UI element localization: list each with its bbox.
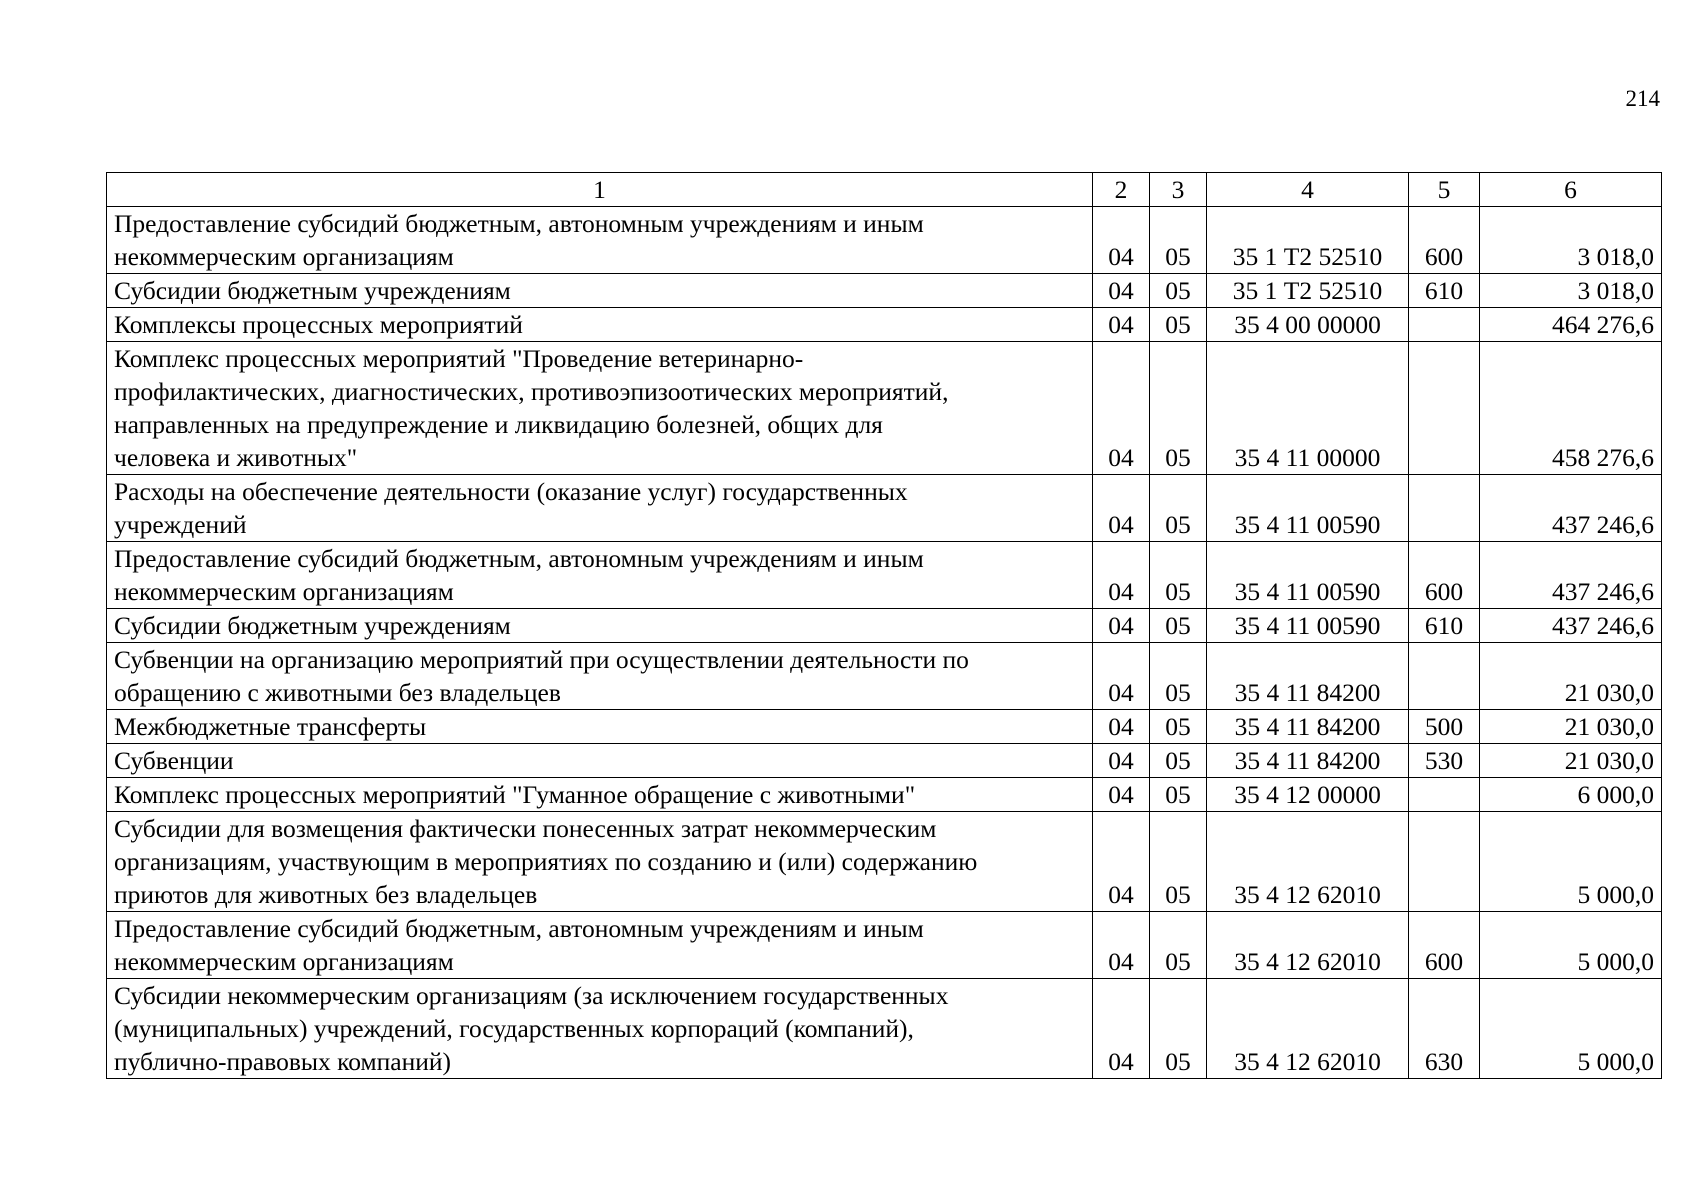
amount: 5 000,0 — [1480, 979, 1662, 1079]
column-header: 3 — [1150, 173, 1207, 207]
target-article-code: 35 4 00 00000 — [1207, 308, 1409, 342]
amount: 6 000,0 — [1480, 778, 1662, 812]
expense-type-code: 610 — [1409, 274, 1480, 308]
table-row — [107, 912, 1662, 979]
row-name: Субвенции — [107, 744, 1093, 778]
table-row — [107, 207, 1662, 274]
expense-type-code: 530 — [1409, 744, 1480, 778]
target-article-code: 35 4 11 00590 — [1207, 475, 1409, 542]
section-code: 04 — [1093, 643, 1150, 710]
target-article-code: 35 4 11 00590 — [1207, 609, 1409, 643]
target-article-code: 35 1 Т2 52510 — [1207, 207, 1409, 274]
target-article-code: 35 4 11 84200 — [1207, 643, 1409, 710]
column-header: 2 — [1093, 173, 1150, 207]
section-code: 04 — [1093, 778, 1150, 812]
expense-type-code — [1409, 342, 1480, 475]
table-row — [107, 778, 1662, 812]
column-header: 5 — [1409, 173, 1480, 207]
target-article-code: 35 4 11 00000 — [1207, 342, 1409, 475]
subsection-code: 05 — [1150, 475, 1207, 542]
row-name: Предоставление субсидий бюджетным, автономным учреждениям и иным некоммерческим организациям — [107, 207, 1093, 274]
row-name: Комплекс процессных мероприятий "Гуманное обращение с животными" — [107, 778, 1093, 812]
row-name: Субсидии некоммерческим организациям (за исключением государственных (муниципальных) учреждений, государственных корпораций (компаний), публично-правовых компаний) — [107, 979, 1093, 1079]
table-row — [107, 744, 1662, 778]
subsection-code: 05 — [1150, 710, 1207, 744]
column-header: 6 — [1480, 173, 1662, 207]
table-row — [107, 812, 1662, 912]
section-code: 04 — [1093, 207, 1150, 274]
target-article-code: 35 4 11 84200 — [1207, 710, 1409, 744]
target-article-code: 35 4 12 62010 — [1207, 912, 1409, 979]
section-code: 04 — [1093, 609, 1150, 643]
target-article-code: 35 4 12 62010 — [1207, 979, 1409, 1079]
amount: 21 030,0 — [1480, 643, 1662, 710]
table-header-row — [107, 173, 1662, 207]
amount: 437 246,6 — [1480, 542, 1662, 609]
row-name: Расходы на обеспечение деятельности (оказание услуг) государственных учреждений — [107, 475, 1093, 542]
table-row — [107, 274, 1662, 308]
subsection-code: 05 — [1150, 912, 1207, 979]
amount: 458 276,6 — [1480, 342, 1662, 475]
subsection-code: 05 — [1150, 609, 1207, 643]
expense-type-code — [1409, 778, 1480, 812]
expense-type-code — [1409, 475, 1480, 542]
table-row — [107, 475, 1662, 542]
section-code: 04 — [1093, 979, 1150, 1079]
amount: 3 018,0 — [1480, 274, 1662, 308]
expense-type-code: 600 — [1409, 912, 1480, 979]
row-name: Комплекс процессных мероприятий "Проведение ветеринарно- профилактических, диагностических, противоэпизоотических мероприятий, направленных на предупреждение и ликвидацию болезней, общих для человека и животных" — [107, 342, 1093, 475]
amount: 21 030,0 — [1480, 744, 1662, 778]
target-article-code: 35 4 12 62010 — [1207, 812, 1409, 912]
subsection-code: 05 — [1150, 778, 1207, 812]
expense-type-code: 600 — [1409, 542, 1480, 609]
target-article-code: 35 4 12 00000 — [1207, 778, 1409, 812]
row-name: Субвенции на организацию мероприятий при осуществлении деятельности по обращению с животными без владельцев — [107, 643, 1093, 710]
section-code: 04 — [1093, 710, 1150, 744]
target-article-code: 35 1 Т2 52510 — [1207, 274, 1409, 308]
amount: 3 018,0 — [1480, 207, 1662, 274]
row-name: Предоставление субсидий бюджетным, автономным учреждениям и иным некоммерческим организациям — [107, 542, 1093, 609]
column-header: 4 — [1207, 173, 1409, 207]
row-name: Субсидии бюджетным учреждениям — [107, 274, 1093, 308]
amount: 21 030,0 — [1480, 710, 1662, 744]
row-name: Межбюджетные трансферты — [107, 710, 1093, 744]
table-row — [107, 609, 1662, 643]
table-row — [107, 710, 1662, 744]
section-code: 04 — [1093, 542, 1150, 609]
row-name: Субсидии бюджетным учреждениям — [107, 609, 1093, 643]
table-row — [107, 542, 1662, 609]
expense-type-code: 610 — [1409, 609, 1480, 643]
expense-type-code: 500 — [1409, 710, 1480, 744]
amount: 437 246,6 — [1480, 475, 1662, 542]
target-article-code: 35 4 11 84200 — [1207, 744, 1409, 778]
table-body — [107, 207, 1662, 1079]
subsection-code: 05 — [1150, 274, 1207, 308]
row-name: Субсидии для возмещения фактически понесенных затрат некоммерческим организациям, участвующим в мероприятиях по созданию и (или) содержанию приютов для животных без владельцев — [107, 812, 1093, 912]
section-code: 04 — [1093, 475, 1150, 542]
subsection-code: 05 — [1150, 643, 1207, 710]
table-row — [107, 342, 1662, 475]
section-code: 04 — [1093, 912, 1150, 979]
table-row — [107, 979, 1662, 1079]
section-code: 04 — [1093, 342, 1150, 475]
section-code: 04 — [1093, 274, 1150, 308]
page-number: 214 — [1625, 86, 1660, 111]
amount: 5 000,0 — [1480, 812, 1662, 912]
row-name: Предоставление субсидий бюджетным, автономным учреждениям и иным некоммерческим организациям — [107, 912, 1093, 979]
section-code: 04 — [1093, 308, 1150, 342]
subsection-code: 05 — [1150, 342, 1207, 475]
table-row — [107, 643, 1662, 710]
amount: 5 000,0 — [1480, 912, 1662, 979]
budget-table — [106, 172, 1662, 1079]
subsection-code: 05 — [1150, 207, 1207, 274]
table-row — [107, 308, 1662, 342]
expense-type-code — [1409, 308, 1480, 342]
subsection-code: 05 — [1150, 308, 1207, 342]
subsection-code: 05 — [1150, 744, 1207, 778]
amount: 464 276,6 — [1480, 308, 1662, 342]
target-article-code: 35 4 11 00590 — [1207, 542, 1409, 609]
section-code: 04 — [1093, 744, 1150, 778]
row-name: Комплексы процессных мероприятий — [107, 308, 1093, 342]
subsection-code: 05 — [1150, 542, 1207, 609]
expense-type-code: 630 — [1409, 979, 1480, 1079]
subsection-code: 05 — [1150, 812, 1207, 912]
section-code: 04 — [1093, 812, 1150, 912]
subsection-code: 05 — [1150, 979, 1207, 1079]
expense-type-code — [1409, 812, 1480, 912]
amount: 437 246,6 — [1480, 609, 1662, 643]
expense-type-code — [1409, 643, 1480, 710]
expense-type-code: 600 — [1409, 207, 1480, 274]
column-header: 1 — [107, 173, 1093, 207]
